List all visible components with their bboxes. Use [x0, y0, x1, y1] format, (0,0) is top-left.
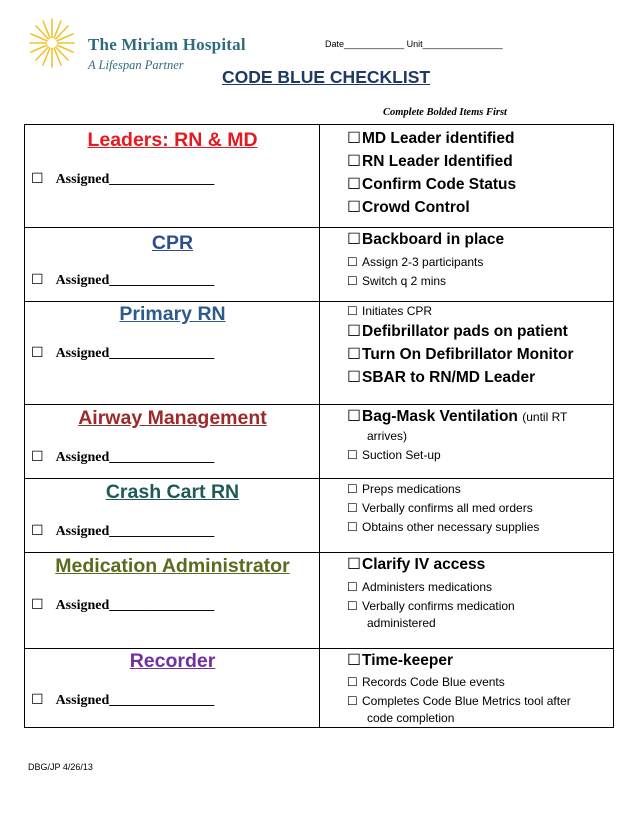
checkbox-icon[interactable]: ☐: [347, 555, 361, 573]
role-row-cpr: [25, 228, 613, 302]
task-text: Defibrillator pads on patient: [362, 323, 568, 340]
task-continuation: administered: [367, 616, 436, 630]
task-item[interactable]: [347, 274, 446, 288]
checkbox-icon[interactable]: ☐: [347, 304, 358, 318]
role-title: Leaders: RN & MD: [87, 129, 258, 151]
task-item[interactable]: [347, 482, 461, 496]
assigned-field[interactable]: [31, 171, 214, 188]
task-text: Backboard in place: [362, 231, 505, 248]
checkbox-icon[interactable]: ☐: [347, 651, 361, 669]
role-title: Primary RN: [119, 303, 226, 325]
task-item[interactable]: [347, 255, 483, 269]
role-title: Medication Administrator: [55, 555, 290, 577]
footer-code: DBG/JP 4/26/13: [28, 762, 93, 772]
task-text: Preps medications: [362, 482, 461, 496]
checkbox-icon[interactable]: ☐: [31, 692, 44, 708]
checkbox-icon[interactable]: ☐: [31, 597, 44, 613]
task-text: Bag-Mask Ventilation: [362, 408, 518, 425]
task-text: Records Code Blue events: [362, 675, 505, 689]
assigned-field[interactable]: [31, 523, 214, 540]
role-cell: [25, 479, 320, 552]
task-text: Completes Code Blue Metrics tool after: [362, 694, 571, 708]
checkbox-icon[interactable]: ☐: [347, 599, 358, 613]
checkbox-icon[interactable]: ☐: [347, 482, 358, 496]
task-text: Initiates CPR: [362, 304, 433, 318]
checkbox-icon[interactable]: ☐: [347, 448, 358, 462]
task-text: RN Leader Identified: [362, 153, 513, 170]
role-row-primary-rn: [25, 302, 613, 405]
assigned-field[interactable]: [31, 272, 214, 289]
assigned-field[interactable]: [31, 692, 214, 709]
assigned-label: Assigned_______________: [55, 598, 215, 613]
role-row-medication-administrator: [25, 553, 613, 649]
checkbox-icon[interactable]: ☐: [31, 345, 44, 361]
assigned-label: Assigned_______________: [55, 346, 215, 361]
task-item[interactable]: [347, 230, 504, 249]
assigned-label: Assigned_______________: [55, 450, 215, 465]
checkbox-icon[interactable]: ☐: [347, 407, 361, 425]
role-cell: [25, 228, 320, 301]
checkbox-icon[interactable]: ☐: [347, 322, 361, 340]
role-row-airway-management: [25, 405, 613, 479]
task-note: (until RT: [522, 410, 568, 424]
checkbox-icon[interactable]: ☐: [347, 198, 361, 216]
assigned-label: Assigned_______________: [55, 172, 215, 187]
checkbox-icon[interactable]: ☐: [347, 345, 361, 363]
task-item[interactable]: [347, 322, 568, 341]
assigned-field[interactable]: [31, 345, 214, 362]
page-subtitle: Complete Bolded Items First: [383, 107, 507, 118]
task-text: Switch q 2 mins: [362, 274, 447, 288]
role-cell: [25, 553, 320, 648]
assigned-label: Assigned_______________: [55, 524, 215, 539]
checkbox-icon[interactable]: ☐: [347, 175, 361, 193]
task-continuation: code completion: [367, 711, 455, 725]
role-cell: [25, 302, 320, 404]
task-item[interactable]: [347, 651, 453, 670]
task-item[interactable]: [347, 675, 505, 689]
task-item[interactable]: [347, 152, 513, 171]
role-row-crash-cart-rn: [25, 479, 613, 553]
role-title: Crash Cart RN: [105, 481, 240, 503]
task-item[interactable]: [347, 368, 535, 387]
checkbox-icon[interactable]: ☐: [31, 449, 44, 465]
checkbox-icon[interactable]: ☐: [347, 152, 361, 170]
task-text: Verbally confirms all med orders: [362, 501, 533, 515]
hospital-name: The Miriam Hospital: [88, 35, 246, 54]
task-text: Confirm Code Status: [362, 176, 517, 193]
task-item[interactable]: [347, 175, 516, 194]
checkbox-icon[interactable]: ☐: [31, 272, 44, 288]
role-cell: [25, 125, 320, 227]
checkbox-icon[interactable]: ☐: [347, 694, 358, 708]
role-cell: [25, 649, 320, 728]
checkbox-icon[interactable]: ☐: [347, 580, 358, 594]
checkbox-icon[interactable]: ☐: [347, 129, 361, 147]
checklist-table: [24, 124, 614, 728]
task-item[interactable]: [347, 694, 571, 708]
task-item[interactable]: [347, 520, 539, 534]
assigned-label: Assigned_______________: [55, 693, 215, 708]
task-text: Clarify IV access: [362, 556, 486, 573]
hospital-subtitle: A Lifespan Partner: [88, 58, 184, 72]
checkbox-icon[interactable]: ☐: [347, 274, 358, 288]
role-row-recorder: [25, 649, 613, 728]
role-cell: [25, 405, 320, 478]
page-title: CODE BLUE CHECKLIST: [222, 67, 431, 87]
checkbox-icon[interactable]: ☐: [347, 675, 358, 689]
task-item[interactable]: [347, 304, 432, 318]
assigned-field[interactable]: [31, 449, 214, 466]
task-item[interactable]: [347, 580, 492, 594]
task-text: MD Leader identified: [362, 130, 515, 147]
task-item[interactable]: [347, 501, 533, 515]
task-item[interactable]: [347, 345, 574, 364]
task-item[interactable]: [347, 599, 515, 613]
role-title: Airway Management: [78, 407, 267, 429]
task-item[interactable]: [347, 198, 470, 217]
checkbox-icon[interactable]: ☐: [31, 523, 44, 539]
task-text: Obtains other necessary supplies: [362, 520, 540, 534]
assigned-label: Assigned_______________: [55, 273, 215, 288]
task-text: Turn On Defibrillator Monitor: [362, 346, 574, 363]
task-text: SBAR to RN/MD Leader: [362, 369, 536, 386]
role-title: Recorder: [129, 650, 216, 672]
role-row-leaders: [25, 125, 613, 228]
task-text: Administers medications: [362, 580, 493, 594]
checkbox-icon[interactable]: ☐: [347, 501, 358, 515]
task-item[interactable]: [347, 555, 485, 574]
task-text: Time-keeper: [362, 652, 454, 669]
task-item[interactable]: [347, 407, 567, 426]
task-item[interactable]: [347, 129, 514, 148]
task-text: Suction Set-up: [362, 448, 441, 462]
assigned-field[interactable]: [31, 597, 214, 614]
checkbox-icon[interactable]: ☐: [347, 520, 358, 534]
checkbox-icon[interactable]: ☐: [347, 230, 361, 248]
checkbox-icon[interactable]: ☐: [347, 255, 358, 269]
role-title: CPR: [151, 232, 194, 254]
date-unit-field[interactable]: Date____________ Unit________________: [325, 39, 503, 49]
task-item[interactable]: [347, 448, 441, 462]
task-continuation: arrives): [367, 429, 408, 443]
checkbox-icon[interactable]: ☐: [347, 368, 361, 386]
checkbox-icon[interactable]: ☐: [31, 171, 44, 187]
task-text: Assign 2-3 participants: [362, 255, 484, 269]
hospital-logo-icon: [28, 17, 76, 69]
task-text: Crowd Control: [362, 199, 470, 216]
task-text: Verbally confirms medication: [362, 599, 515, 613]
